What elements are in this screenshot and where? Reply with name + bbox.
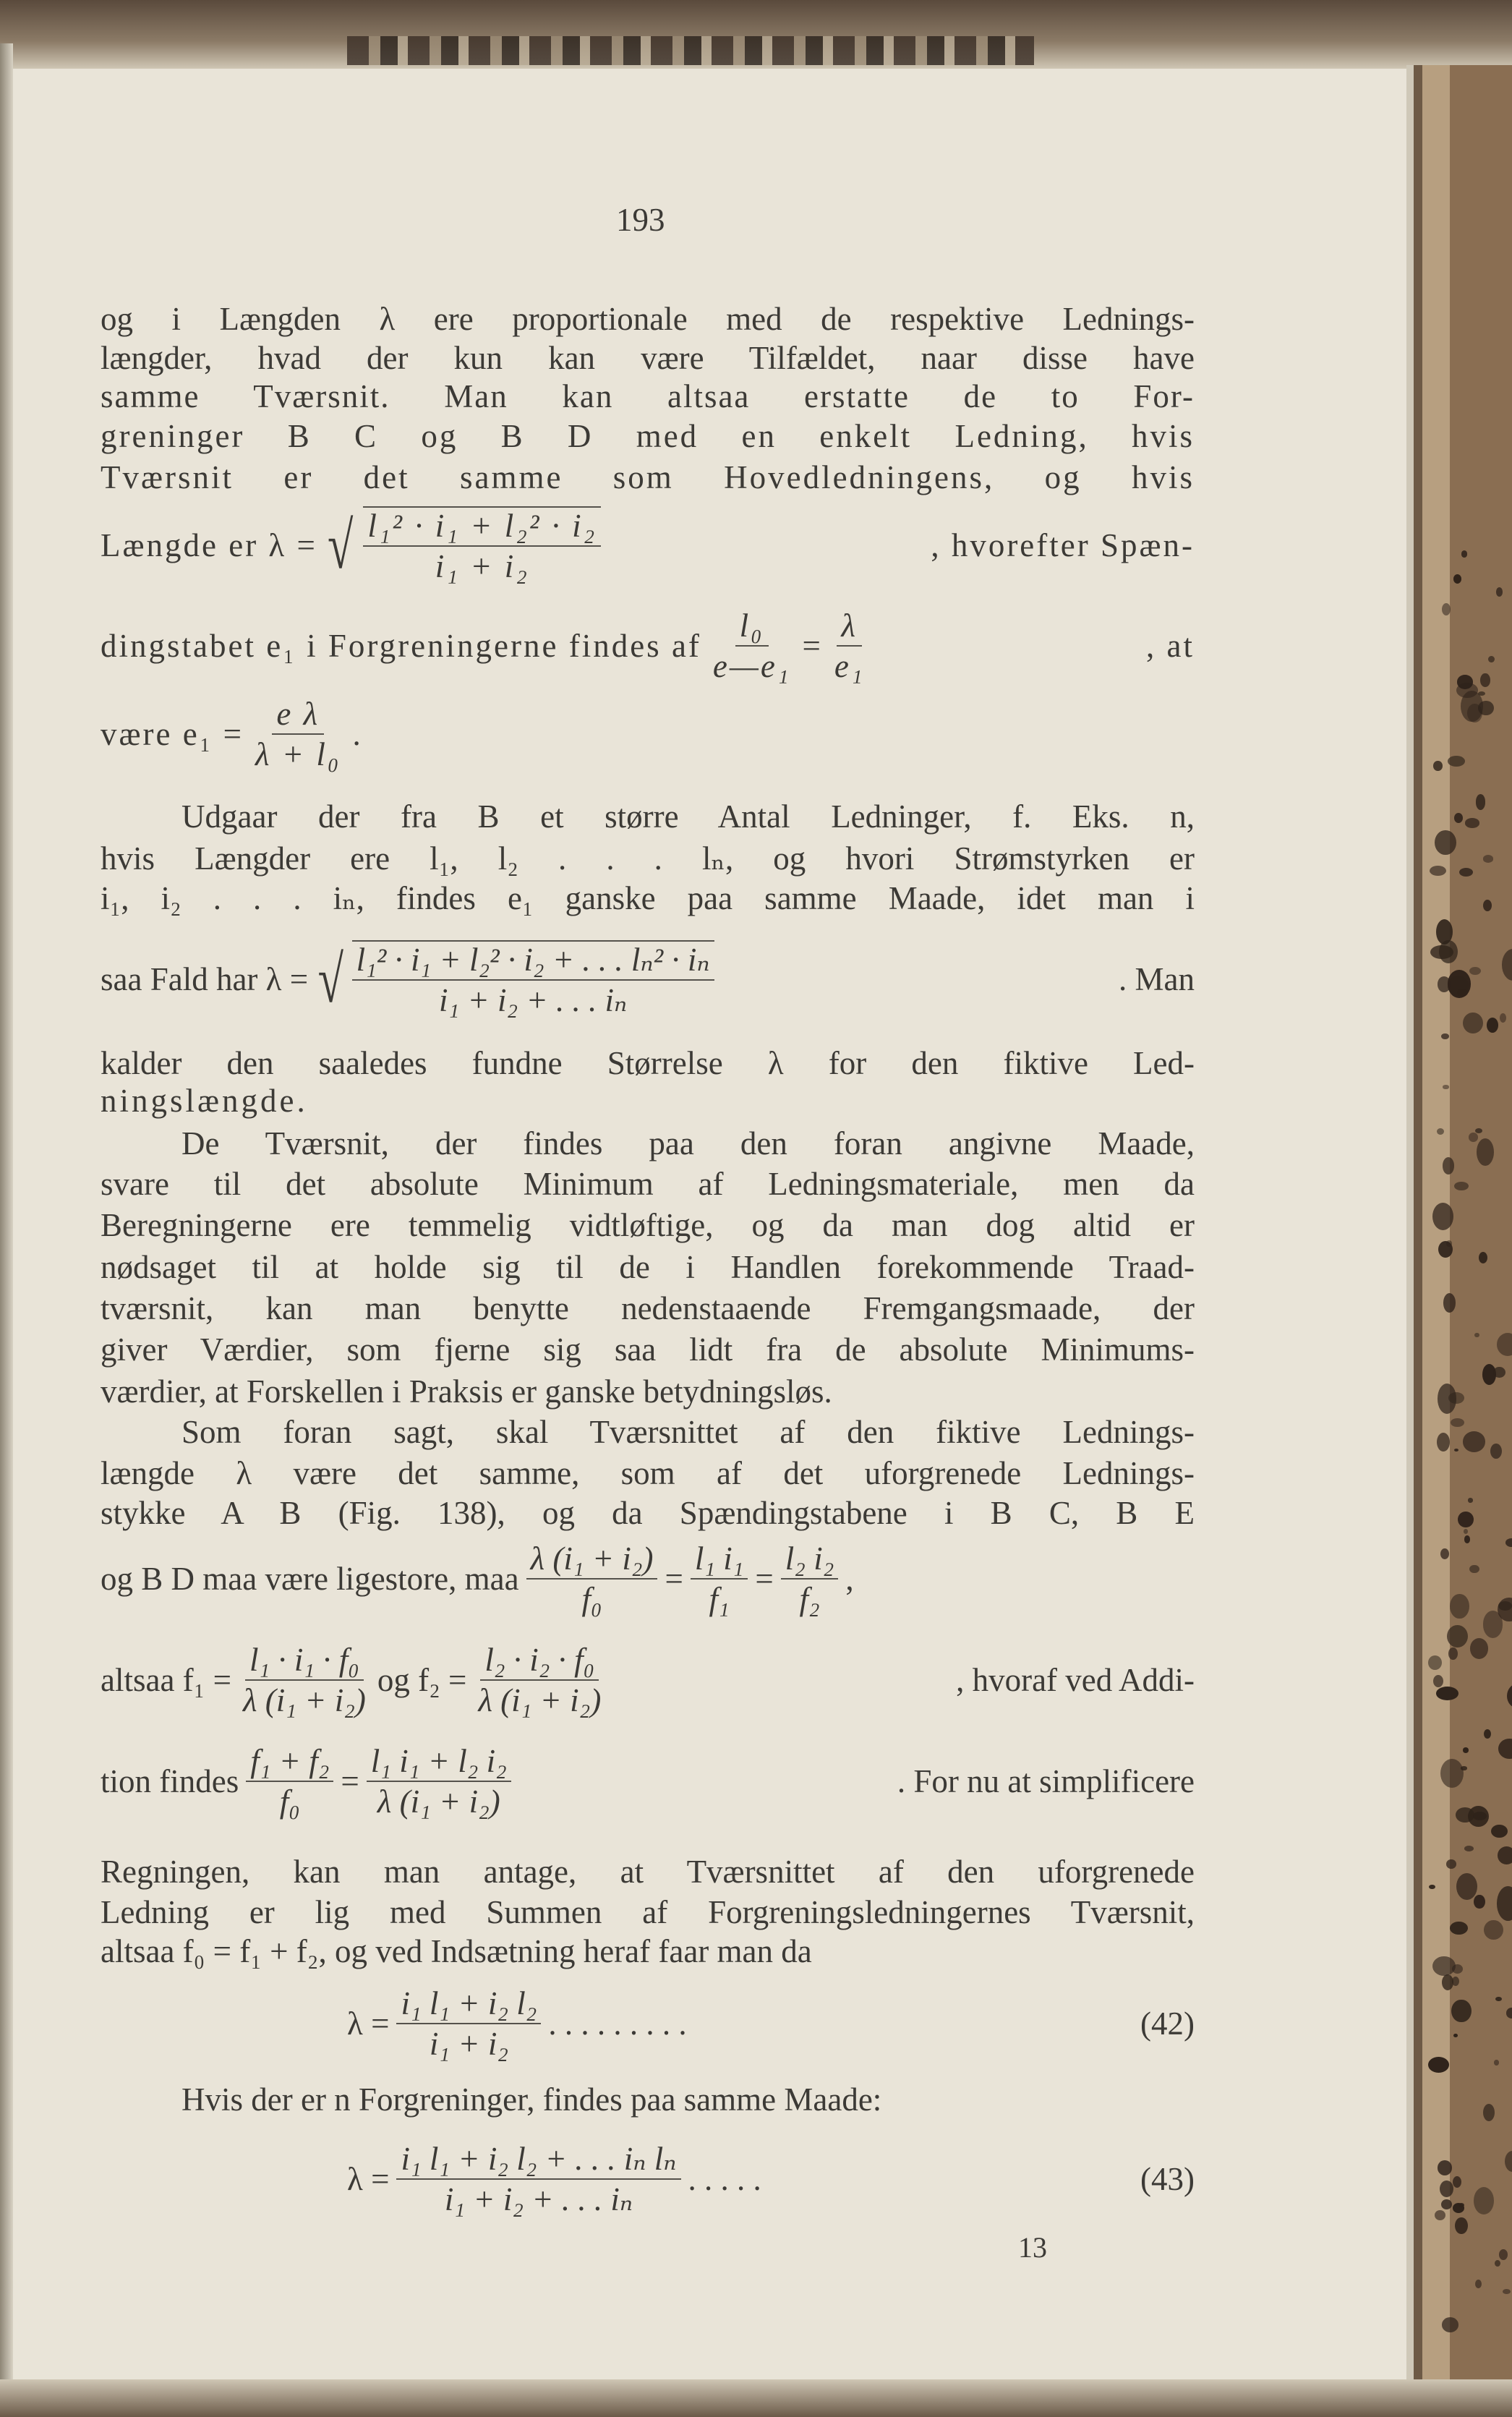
cover-speckle xyxy=(1495,2260,1500,2267)
numerator: l₁ · i₁ · f₀ xyxy=(245,1642,364,1681)
denominator: e₁ xyxy=(834,648,865,684)
cover-speckle xyxy=(1474,1333,1479,1337)
cover-speckle xyxy=(1505,2151,1512,2172)
radical-sign-icon: √ xyxy=(327,508,355,582)
formula-length xyxy=(101,506,1195,584)
formula-prefix: og B D maa være ligestore, maa xyxy=(101,1561,519,1597)
cover-speckle xyxy=(1463,1747,1469,1753)
equation-number: (43) xyxy=(1140,2161,1195,2197)
formula-prefix: saa Fald har λ = xyxy=(101,961,309,997)
cover-speckle xyxy=(1435,830,1456,855)
fraction xyxy=(396,1985,541,2062)
cover-speckle xyxy=(1446,1859,1456,1869)
cover-speckle xyxy=(1477,1138,1494,1166)
fraction xyxy=(239,1642,370,1718)
cover-speckle xyxy=(1491,1825,1508,1838)
denominator: i₁ + i₂ + . . . iₙ xyxy=(444,2181,633,2217)
fraction xyxy=(474,1642,605,1718)
fraction xyxy=(830,608,869,684)
cover-speckle xyxy=(1456,1807,1474,1823)
cover-speckle xyxy=(1507,1684,1512,1708)
cover-speckle xyxy=(1468,1498,1473,1502)
cover-speckle xyxy=(1461,550,1468,558)
cover-speckle xyxy=(1493,1367,1505,1378)
cover-speckle xyxy=(1438,1384,1456,1414)
denominator: i₁ + i₂ xyxy=(435,548,529,584)
denominator: f₀ xyxy=(581,1581,602,1617)
fraction xyxy=(709,608,795,684)
cover-speckle xyxy=(1433,761,1442,770)
text-line: Tværsnit er det samme som Hovedledningens, og hvis xyxy=(101,459,1195,495)
cover-speckle xyxy=(1480,673,1490,687)
cover-speckle xyxy=(1440,1759,1464,1788)
cover-speckle xyxy=(1463,1431,1485,1452)
cover-speckle xyxy=(1428,1655,1442,1670)
equals-sign: = xyxy=(341,1763,359,1799)
cover-speckle xyxy=(1430,866,1446,876)
denominator: λ + l₀ xyxy=(255,736,341,772)
cover-speckle xyxy=(1470,1638,1488,1659)
fraction xyxy=(526,1540,658,1617)
cover-speckle xyxy=(1441,1033,1448,1039)
formula-prefix: være e₁ = xyxy=(101,716,244,752)
cover-speckle xyxy=(1441,2199,1452,2209)
cover-speckle xyxy=(1483,900,1492,911)
numerator: l₂ · i₂ · f₀ xyxy=(480,1642,599,1681)
cover-speckle xyxy=(1440,2181,1453,2197)
text-line: giver Værdier, som fjerne sig saa lidt fra de absolute Minimums- xyxy=(101,1331,1195,1368)
denominator: λ (i₁ + i₂) xyxy=(478,1682,602,1718)
cover-speckle xyxy=(1454,1182,1469,1191)
formula-f1-f2 xyxy=(101,1642,1195,1718)
cover-speckle xyxy=(1498,1739,1512,1759)
cover-speckle xyxy=(1437,1128,1444,1135)
text-line: værdier, at Forskellen i Praksis er ganske betydningsløs. xyxy=(101,1373,832,1410)
cover-speckle xyxy=(1473,1812,1487,1820)
cover-speckle xyxy=(1447,1625,1468,1647)
formula-voltage-drop xyxy=(101,608,1195,684)
cover-speckle xyxy=(1502,949,1512,981)
text-line: og i Længden λ ere proportionale med de respektive Lednings- xyxy=(101,301,1195,337)
text-line: stykke A B (Fig. 138), og da Spændingstabene i B C, B E xyxy=(101,1495,1195,1531)
cover-speckle xyxy=(1475,2280,1482,2289)
denominator: e—e₁ xyxy=(712,648,791,684)
cover-speckle xyxy=(1453,2176,1461,2188)
formula-e1 xyxy=(101,696,363,772)
cover-speckle xyxy=(1436,919,1453,945)
cover-speckle xyxy=(1442,2317,1458,2332)
cover-speckle xyxy=(1451,2000,1471,2023)
cover-speckle xyxy=(1430,945,1453,960)
cover-speckle xyxy=(1465,818,1479,827)
numerator: l₁² · i₁ + l₂² · i₂ + . . . lₙ² · iₙ xyxy=(352,942,714,981)
cover-speckle xyxy=(1490,1444,1502,1459)
fraction xyxy=(367,1743,511,1820)
fraction xyxy=(363,506,601,584)
formula-suffix: . For nu at simplificere xyxy=(897,1763,1195,1799)
cover-speckle xyxy=(1505,1538,1512,1547)
cover-speckle xyxy=(1474,2187,1494,2214)
cover-speckle xyxy=(1433,1675,1443,1687)
cover-speckle xyxy=(1496,587,1503,596)
formula-prefix: tion findes xyxy=(101,1763,239,1799)
signature-mark: 13 xyxy=(1018,2231,1047,2264)
formula-suffix: . Man xyxy=(1119,961,1195,997)
cover-speckle xyxy=(1453,574,1461,584)
cover-speckle xyxy=(1443,1293,1456,1313)
numerator: l₂ i₂ xyxy=(781,1540,839,1580)
fraction xyxy=(691,1540,748,1617)
cover-speckle xyxy=(1469,1133,1478,1142)
cover-speckle xyxy=(1432,1956,1456,1976)
cover-speckle xyxy=(1469,1565,1479,1574)
equation-number: (42) xyxy=(1140,2005,1195,2042)
cover-speckle xyxy=(1463,1013,1483,1033)
text-line: længder, hvad der kun kan være Tilfældet, naar disse have xyxy=(101,340,1195,376)
cover-speckle xyxy=(1506,2008,1512,2018)
book-binding-top xyxy=(0,0,1512,69)
numerator: l₀ xyxy=(735,608,769,647)
cover-speckle xyxy=(1457,989,1469,997)
fraction xyxy=(396,2141,680,2217)
page-left-edge xyxy=(0,43,13,2417)
numerator: λ xyxy=(837,608,862,647)
leader-dots: . . . . . xyxy=(688,2161,761,2197)
cover-speckle xyxy=(1450,1594,1469,1619)
cover-speckle xyxy=(1429,1885,1435,1889)
fraction xyxy=(781,1540,839,1617)
fraction xyxy=(246,1743,333,1820)
formula-42 xyxy=(347,1985,1195,2062)
formula-sum xyxy=(101,1743,1195,1820)
leader-dots: . . . . . . . . . xyxy=(548,2005,687,2042)
cover-speckle xyxy=(1454,813,1463,823)
cover-speckle xyxy=(1475,1128,1482,1133)
book-cover-edge xyxy=(1406,65,1512,2417)
numerator: i₁ l₁ + i₂ l₂ + . . . iₙ lₙ xyxy=(396,2141,680,2180)
text-line: hvis Længder ere l₁, l₂ . . . lₙ, og hvori Strømstyrken er xyxy=(101,840,1195,877)
formula-fictive-length xyxy=(101,940,1195,1018)
cover-speckle xyxy=(1495,1997,1502,2002)
cover-speckle xyxy=(1498,1846,1512,1864)
cover-speckle xyxy=(1436,1687,1458,1700)
formula-prefix: λ = xyxy=(347,2005,390,2042)
cover-speckle xyxy=(1487,1018,1498,1033)
square-root xyxy=(322,506,608,584)
formula-prefix: altsaa f₁ = xyxy=(101,1662,231,1698)
cover-speckle xyxy=(1448,1647,1458,1660)
text-line: ningslængde. xyxy=(101,1083,308,1119)
cover-speckle xyxy=(1484,1729,1491,1739)
text-line: svare til det absolute Minimum af Ledningsmateriale, men da xyxy=(101,1166,1195,1202)
text-line: Beregningerne ere temmelig vidtløftige, og da man dog altid er xyxy=(101,1207,1195,1243)
formula-suffix: , xyxy=(845,1561,854,1597)
cover-speckle xyxy=(1458,1512,1474,1527)
text-line: tværsnit, kan man benytte nedenstaaende Fremgangsmaade, der xyxy=(101,1290,1195,1326)
denominator: i₁ + i₂ + . . . iₙ xyxy=(439,982,628,1018)
numerator: l₁ i₁ xyxy=(691,1540,748,1580)
cover-speckle xyxy=(1469,967,1481,975)
text-line: samme Tværsnit. Man kan altsaa erstatte de to For- xyxy=(101,378,1195,414)
cover-speckle xyxy=(1448,756,1465,767)
formula-text: og f₂ = xyxy=(377,1662,467,1698)
equals-sign: = xyxy=(802,628,823,664)
text-line: Regningen, kan man antage, at Tværsnittet af den uforgrenede xyxy=(101,1854,1195,1890)
cover-speckle xyxy=(1500,1013,1506,1023)
fraction xyxy=(352,940,714,1018)
formula-prefix: dingstabet e₁ i Forgreningerne findes af xyxy=(101,628,701,664)
text-line: kalder den saaledes fundne Størrelse λ for den fiktive Led- xyxy=(101,1045,1195,1081)
cover-speckle xyxy=(1478,701,1493,715)
cover-speckle xyxy=(1452,1977,1460,1986)
cover-speckle xyxy=(1453,2034,1458,2038)
denominator: i₁ + i₂ xyxy=(429,2026,509,2062)
cover-speckle xyxy=(1428,2057,1449,2073)
formula-equal-drops xyxy=(101,1540,1195,1617)
cover-speckle xyxy=(1435,2210,1445,2220)
text-line: længde λ være det samme, som af det uforgrenede Lednings- xyxy=(101,1455,1195,1491)
cover-speckle xyxy=(1484,1920,1503,1940)
cover-speckle xyxy=(1454,1449,1458,1452)
text-line: Som foran sagt, skal Tværsnittet af den fiktive Lednings- xyxy=(181,1414,1195,1450)
numerator: l₁² · i₁ + l₂² · i₂ xyxy=(363,508,601,547)
cover-speckle xyxy=(1443,1157,1454,1174)
formula-43 xyxy=(347,2141,1195,2217)
cover-speckle xyxy=(1432,1203,1453,1230)
cover-speckle xyxy=(1499,2249,1508,2260)
denominator: f₁ xyxy=(709,1581,730,1617)
text-line: greninger B C og B D med en enkelt Ledning, hvis xyxy=(101,418,1195,454)
cover-speckle xyxy=(1503,2289,1511,2294)
text-line: nødsaget til at holde sig til de i Handlen forekommende Traad- xyxy=(101,1249,1195,1285)
numerator: l₁ i₁ + l₂ i₂ xyxy=(367,1743,511,1782)
denominator: f₀ xyxy=(279,1783,300,1820)
denominator: f₂ xyxy=(799,1581,820,1617)
cover-speckle xyxy=(1442,603,1451,615)
text-line: i₁, i₂ . . . iₙ, findes e₁ ganske paa samme Maade, idet man i xyxy=(101,880,1195,916)
page-number: 193 xyxy=(616,202,665,238)
cover-speckle xyxy=(1438,1241,1453,1258)
square-root xyxy=(312,940,722,1018)
book-binding-bottom xyxy=(0,2379,1512,2417)
text-line: altsaa f₀ = f₁ + f₂, og ved Indsætning heraf faar man da xyxy=(101,1933,812,1969)
cover-speckle xyxy=(1497,1333,1512,1356)
cover-speckle xyxy=(1440,1548,1449,1559)
text-line: Hvis der er n Forgreninger, findes paa samme Maade: xyxy=(181,2081,882,2118)
equals-sign: = xyxy=(755,1561,774,1597)
numerator: f₁ + f₂ xyxy=(246,1743,333,1782)
cover-speckle xyxy=(1443,1085,1448,1088)
cover-speckle xyxy=(1497,1886,1512,1921)
cover-speckle xyxy=(1450,1922,1468,1935)
cover-speckle xyxy=(1438,2160,1452,2175)
cover-speckle xyxy=(1474,1895,1485,1909)
cover-speckle xyxy=(1453,2203,1464,2213)
formula-suffix: , at xyxy=(1146,628,1195,664)
text-line: Udgaar der fra B et større Antal Ledninger, f. Eks. n, xyxy=(181,798,1195,835)
numerator: e λ xyxy=(272,696,324,735)
denominator: λ (i₁ + i₂) xyxy=(377,1783,500,1820)
denominator: λ (i₁ + i₂) xyxy=(243,1682,366,1718)
cover-speckle xyxy=(1459,868,1473,877)
cover-speckle xyxy=(1456,1873,1477,1900)
equals-sign: = xyxy=(665,1561,683,1597)
formula-suffix: , hvoraf ved Addi- xyxy=(956,1662,1195,1698)
fraction xyxy=(251,696,346,772)
cover-speckle xyxy=(1464,1535,1470,1543)
text-line: Ledning er lig med Summen af Forgreningsledningernes Tværsnit, xyxy=(101,1894,1195,1930)
cover-speckle xyxy=(1451,1418,1464,1427)
radical-sign-icon: √ xyxy=(317,942,344,1016)
cover-speckle xyxy=(1464,1846,1474,1851)
cover-speckle xyxy=(1479,1252,1487,1263)
formula-prefix: λ = xyxy=(347,2161,390,2197)
text-line: De Tværsnit, der findes paa den foran angivne Maade, xyxy=(181,1125,1195,1161)
cover-speckle xyxy=(1483,855,1494,862)
cover-speckle xyxy=(1483,2104,1495,2121)
numerator: i₁ l₁ + i₂ l₂ xyxy=(396,1985,541,2024)
cover-speckle xyxy=(1476,794,1486,809)
formula-suffix: , hvorefter Spæn- xyxy=(931,527,1195,563)
cover-speckle xyxy=(1483,1611,1503,1637)
cover-speckle xyxy=(1437,1433,1450,1452)
cover-speckle xyxy=(1464,1529,1469,1534)
cover-speckle xyxy=(1488,656,1495,662)
formula-suffix: . xyxy=(352,716,363,752)
numerator: λ (i₁ + i₂) xyxy=(526,1540,658,1580)
formula-prefix: Længde er λ = xyxy=(101,527,317,563)
cover-speckle xyxy=(1455,2217,1468,2235)
cover-speckle xyxy=(1494,2060,1499,2065)
